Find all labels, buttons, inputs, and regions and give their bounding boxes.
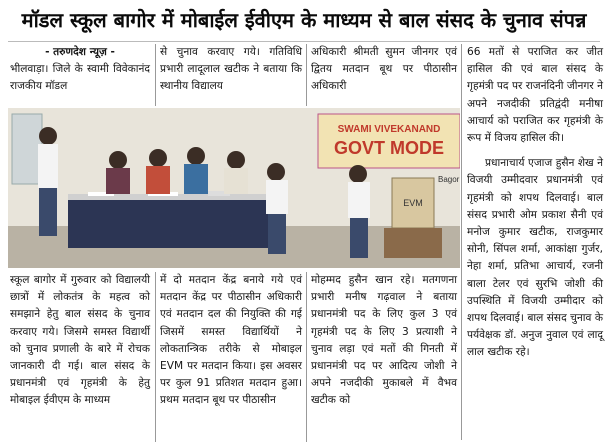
ballot-box [392,178,434,228]
column-4-text: 66 मतों से पराजित कर जीत हासिल की एवं बाल संसद के गृहमंत्री पद पर राजनंदिनी जीनगर ने अपने नजदीकी प्रतिद्वंदी मनीषा आचार्य को पराजित कर गृहमंत्री के रूप में विजय हासिल की। [467,46,603,145]
column-rule-2 [306,44,307,106]
column-rule-5 [306,272,307,442]
svg-text:Bagor: Bagor [438,175,460,184]
column-3-top [311,44,457,96]
column-3-bottom [311,272,457,410]
column-2-top-text: से चुनाव करवाए गये। गतिविधि प्रभारी लादूलाल खटीक ने बताया कि स्थानीय विद्यालय [160,46,302,93]
column-rule-4 [155,272,156,442]
election-photo [8,108,460,268]
column-2-bottom-text: में दो मतदान केंद्र बनाये गये एवं मतदान केंद्र पर पीठासीन अधिकारी एवं मतदान दल की नियुक्ति की गई जिसमें समस्त विद्यार्थियों ने लोकतान्त्रिक तरीके से मोबाइल EVM पर मतदान किया। इस अवसर पर कुल 91 प्रतिशत मतदान हुआ। प्रथम मतदान बूथ पर पीठासीन [160,274,302,407]
column-3-bottom-text: मोहम्मद हुसैन खान रहे। मतगणना प्रभारी मनीष गढ़वाल ने बताया प्रधानमंत्री पद के लिए कुल 3 एवं गृहमंत्री पद के लिए 3 प्रत्याशी ने चुनाव लड़ा एवं मतों की गिनती में प्रधानमंत्री पद पर आदित्य जोशी ने अपने नजदीकी मुकाबले में वैभव खटीक को [311,274,457,407]
headline-divider [8,41,600,42]
column-3-top-text: अधिकारी श्रीमती सुमन जीनगर एवं द्वितय मतदान बूथ पर पीठासीन अधिकारी [311,46,457,93]
column-rule-3 [461,44,462,440]
column-rule-1 [155,44,156,106]
column-1-bottom [10,272,150,410]
banner [318,114,460,168]
column-1-top-text: भीलवाड़ा। जिले के स्वामी विवेकानंद राजकीय मॉडल [10,63,150,93]
column-4 [467,44,603,362]
article-headline: मॉडल स्कूल बागोर में मोबाईल ईवीएम के माध्यम से बाल संसद के चुनाव संपन्न [21,8,587,32]
byline: - तरुणदेश न्यूज़ - [45,46,115,58]
column-2-bottom [160,272,302,410]
column-1-bottom-text: स्कूल बागोर में गुरुवार को विद्यालयी छात्रों में लोकतंत्र के महत्व को समझाने हेतु बाल संसद के चुनाव करवाए गये। जिसमे समस्त विद्यार्थी को चुनाव प्रणाली के बारे में रोचक जानकारी दी गई। बाल संसद के प्रधानमंत्री एवं गृहमंत्री के हेतु मोबाइल ईवीएम के माध्यम [10,274,150,407]
column-4-text-2: प्रधानाचार्य एजाज हुसैन शेख ने विजयी उम्मीदवार प्रधानमंत्री एवं गृहमंत्री को शपथ दिलवाई। बाल संसद प्रभारी ओम प्रकाश सैनी एवं मनोज कुमार खटीक, राजकुमार सोनी, सिंपल शर्मा, आकांक्षा गुर्जर, नेहा शर्मा, प्रतिभा आचार्य, रजनी बाला टेलर एवं सुरभि जोशी की उपस्थिति में विजयी उम्मीदार को शपथ दिलवाई। बाल संसद चुनाव के पर्यवेक्षक डॉ. अनुज नुवाल एवं लादू लाल खटीक रहे। [467,157,603,359]
column-2-top [160,44,302,96]
column-1-top [10,44,150,96]
svg-text:GOVT MODE: GOVT MODE [333,138,445,158]
svg-text:EVM: EVM [403,198,423,208]
svg-text:SWAMI VIVEKANAND: SWAMI VIVEKANAND [337,124,441,135]
